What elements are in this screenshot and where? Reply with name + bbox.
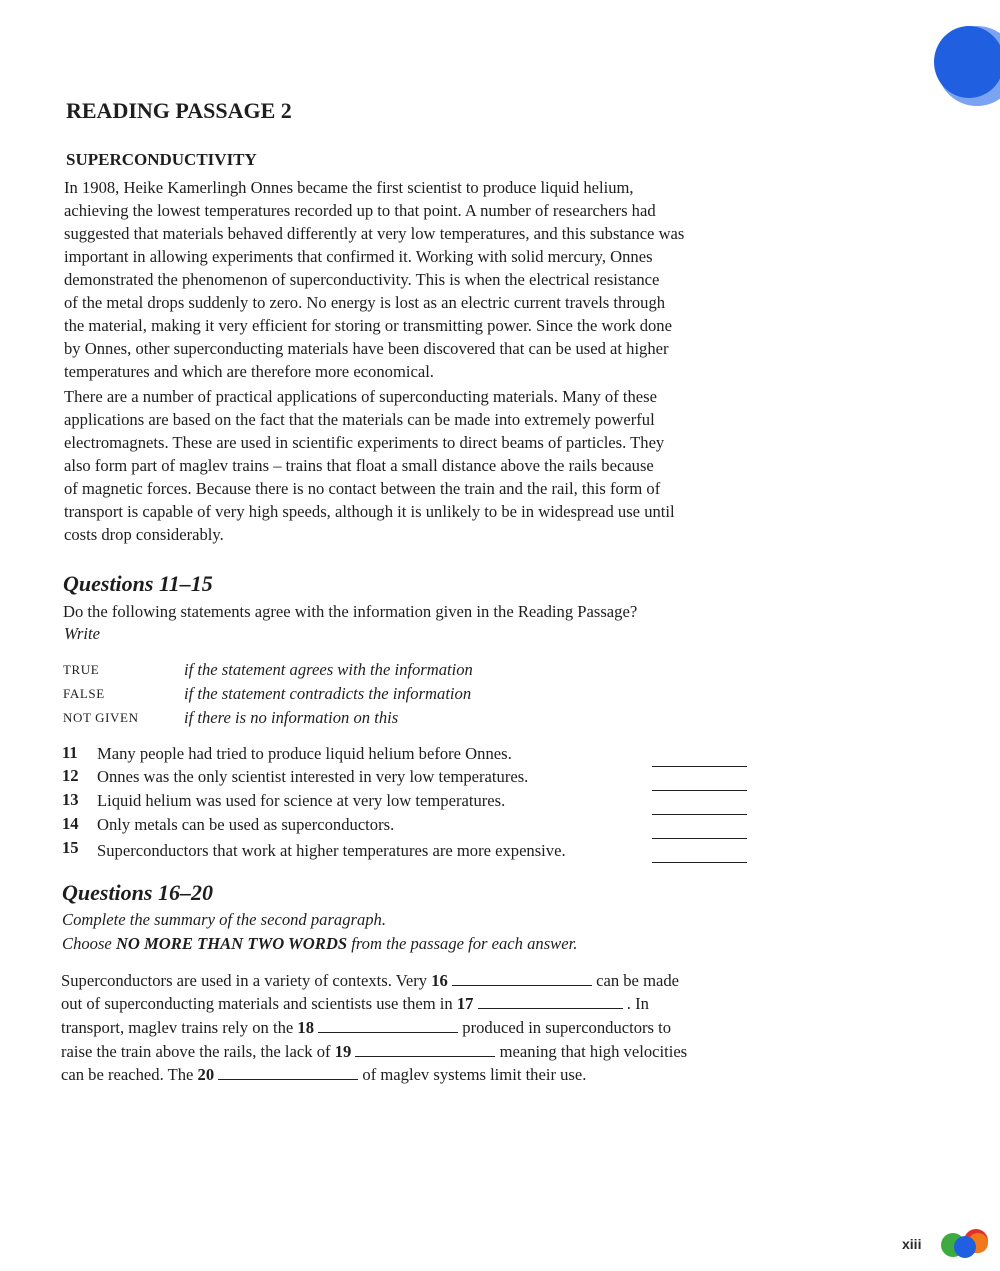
answer-gap-20[interactable] — [218, 1065, 358, 1080]
section2-instruction-1: Complete the summary of the second paragraph. — [62, 910, 386, 929]
question-text: Superconductors that work at higher temperatures are more expensive. — [97, 841, 566, 860]
decorative-circle-blue — [934, 26, 1000, 98]
answer-blank-14[interactable] — [652, 821, 747, 839]
page-number: xiii — [902, 1236, 922, 1252]
key-term-false: FALSE — [63, 686, 105, 701]
answer-blank-13[interactable] — [652, 797, 747, 815]
summary-text: can be made — [591, 971, 680, 990]
summary-text: out of superconducting materials and scientists use them in — [61, 994, 457, 1013]
passage-subtitle: SUPERCONDUCTIVITY — [66, 150, 257, 169]
question-number: 14 — [62, 814, 79, 833]
passage-line: transport is capable of very high speeds, although it is unlikely to be in widespread use until — [64, 502, 675, 521]
passage-line: costs drop considerably. — [64, 525, 224, 544]
passage-title: READING PASSAGE 2 — [66, 98, 292, 123]
answer-gap-17[interactable] — [478, 994, 623, 1009]
question-text: Liquid helium was used for science at very low temperatures. — [97, 791, 506, 810]
gap-number-19: 19 — [334, 1042, 352, 1061]
section1-write-label: Write — [64, 624, 100, 643]
instruction-suffix: from the passage for each answer. — [347, 934, 578, 953]
summary-text: Superconductors are used in a variety of contexts. Very — [61, 971, 432, 990]
summary-text: can be reached. The — [61, 1065, 198, 1084]
answer-gap-18[interactable] — [318, 1018, 458, 1033]
question-number: 11 — [62, 743, 78, 762]
passage-line: the material, making it very efficient for storing or transmitting power. Since the work done — [64, 316, 672, 335]
passage-line: In 1908, Heike Kamerlingh Onnes became the first scientist to produce liquid helium, — [64, 178, 634, 197]
summary-text: of maglev systems limit their use. — [358, 1065, 587, 1084]
questions-11-15-heading: Questions 11–15 — [63, 571, 213, 596]
passage-line: electromagnets. These are used in scientific experiments to direct beams of particles. They — [64, 433, 665, 452]
gap-number-16: 16 — [431, 971, 448, 990]
question-number: 15 — [62, 838, 79, 857]
gap-number-20: 20 — [197, 1065, 215, 1084]
questions-16-20-heading: Questions 16–20 — [62, 880, 213, 905]
question-number: 12 — [62, 766, 79, 785]
passage-line: of magnetic forces. Because there is no contact between the train and the rail, this form of — [64, 479, 661, 498]
passage-line: important in allowing experiments that confirmed it. Working with solid mercury, Onnes — [64, 247, 653, 266]
gap-number-17: 17 — [456, 994, 474, 1013]
question-text: Onnes was the only scientist interested in very low temperatures. — [97, 767, 529, 786]
summary-line — [61, 994, 649, 1014]
answer-blank-15[interactable] — [652, 845, 747, 863]
summary-text: produced in superconductors to — [458, 1018, 672, 1037]
passage-line: of the metal drops suddenly to zero. No energy is lost as an electric current travels through — [64, 293, 666, 312]
passage-line: also form part of maglev trains – trains that float a small distance above the rails because — [64, 456, 654, 475]
answer-gap-16[interactable] — [452, 971, 592, 986]
key-term-true: TRUE — [63, 662, 100, 677]
key-definition-true: if the statement agrees with the information — [184, 660, 473, 679]
summary-line — [61, 1018, 671, 1038]
key-definition-not-given: if there is no information on this — [184, 708, 399, 727]
summary-text: raise the train above the rails, the lack of — [61, 1042, 335, 1061]
summary-line — [61, 1042, 687, 1062]
answer-gap-19[interactable] — [355, 1042, 495, 1057]
question-text: Many people had tried to produce liquid helium before Onnes. — [97, 744, 512, 763]
summary-line — [61, 1065, 586, 1085]
key-definition-false: if the statement contradicts the information — [184, 684, 472, 703]
question-number: 13 — [62, 790, 79, 809]
passage-line: temperatures and which are therefore more economical. — [64, 362, 434, 381]
passage-line: by Onnes, other superconducting materials have been discovered that can be used at higher — [64, 339, 669, 358]
passage-line: applications are based on the fact that the materials can be made into extremely powerful — [64, 410, 655, 429]
summary-text: meaning that high velocities — [495, 1042, 688, 1061]
word-limit: NO MORE THAN TWO WORDS — [115, 934, 348, 953]
passage-line: There are a number of practical applications of superconducting materials. Many of these — [64, 387, 657, 406]
answer-blank-12[interactable] — [652, 773, 747, 791]
passage-line: demonstrated the phenomenon of superconductivity. This is when the electrical resistance — [64, 270, 660, 289]
section2-instruction-2 — [62, 934, 577, 954]
section1-instruction: Do the following statements agree with the information given in the Reading Passage? — [63, 602, 638, 621]
summary-line — [61, 971, 679, 991]
summary-text: . In — [622, 994, 649, 1013]
instruction-prefix: Choose — [62, 934, 116, 953]
passage-line: suggested that materials behaved differently at very low temperatures, and this substance was — [64, 224, 685, 243]
gap-number-18: 18 — [297, 1018, 314, 1037]
footer-circle-blue — [954, 1236, 976, 1258]
question-text: Only metals can be used as superconductors. — [97, 815, 395, 834]
summary-text: transport, maglev trains rely on the — [61, 1018, 298, 1037]
answer-blank-11[interactable] — [652, 749, 747, 767]
passage-line: achieving the lowest temperatures recorded up to that point. A number of researchers had — [64, 201, 656, 220]
key-term-not-given: NOT GIVEN — [63, 710, 139, 725]
